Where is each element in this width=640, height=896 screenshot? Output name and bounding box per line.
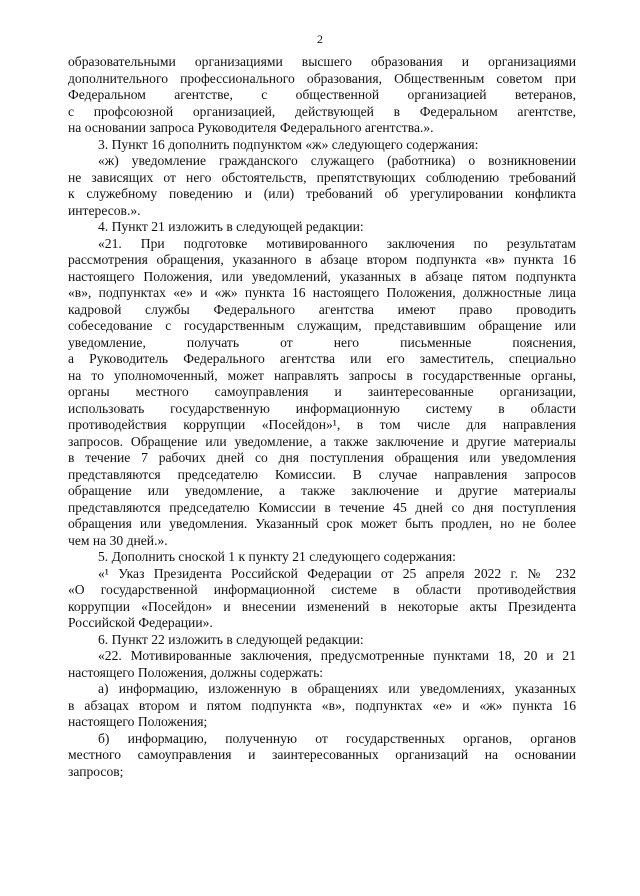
text-line: «в», подпунктах «е» и «ж» пункта 16 настоящего Положения, должностные лица bbox=[68, 285, 576, 300]
text-line: дополнительного профессионального образования, Общественным советом при bbox=[68, 70, 576, 86]
paragraph bbox=[68, 549, 576, 566]
text-line: 4. Пункт 21 изложить в следующей редакции: bbox=[98, 219, 364, 234]
text-line: а Руководитель Федерального агентства или его заместитель, специально bbox=[68, 351, 576, 366]
text-line: в течение 7 рабочих дней со дня поступления обращения или уведомления bbox=[68, 450, 576, 465]
paragraph bbox=[68, 632, 576, 649]
paragraph bbox=[68, 681, 576, 731]
text-line: на основании запроса Руководителя Федерального агентства.». bbox=[68, 120, 434, 135]
text-line: образовательными организациями высшего образования и организациями bbox=[68, 54, 576, 69]
text-line: 6. Пункт 22 изложить в следующей редакции: bbox=[98, 631, 364, 647]
paragraph bbox=[68, 648, 576, 681]
text-line: 5. Дополнить сноской 1 к пункту 21 следующего содержания: bbox=[98, 549, 456, 564]
text-line: представляются председателю Комиссии. В случае направления запросов bbox=[68, 466, 576, 482]
text-line: обращения или уведомления. Указанный срок может быть продлен, но не более bbox=[68, 516, 576, 531]
text-line: противодействия коррупции «Посейдон»¹, в том числе для направления bbox=[68, 417, 576, 432]
text-line: «21. При подготовке мотивированного заключения по результатам bbox=[98, 235, 576, 251]
paragraph bbox=[68, 236, 576, 550]
text-line: «ж) уведомление гражданского служащего (работника) о возникновении bbox=[98, 153, 576, 168]
paragraph bbox=[68, 731, 576, 781]
text-line: местного самоуправления и заинтересованных организаций на основании bbox=[68, 747, 576, 762]
text-line: «¹ Указ Президента Российской Федерации от 25 апреля 2022 г. № 232 bbox=[98, 565, 576, 581]
document-body bbox=[68, 54, 576, 780]
text-line: рассмотрения обращения, указанного в абзаце втором подпункта «в» пункта 16 bbox=[68, 252, 576, 267]
text-line: уведомление, получать от него письменные пояснения, bbox=[68, 334, 576, 350]
text-line: собеседование с государственным служащим, представившим обращение или bbox=[68, 318, 576, 333]
text-line: использовать государственную информационную систему в области bbox=[68, 400, 576, 416]
paragraph bbox=[68, 54, 576, 137]
text-line: а) информацию, изложенную в обращениях или уведомлениях, указанных bbox=[98, 681, 576, 696]
text-line: чем на 30 дней.». bbox=[68, 532, 168, 548]
text-line: «О государственной информационной системе в области противодействия bbox=[68, 582, 576, 597]
text-line: «22. Мотивированные заключения, предусмотренные пунктами 18, 20 и 21 bbox=[98, 648, 576, 663]
text-line: настоящего Положения, должны содержать: bbox=[68, 664, 324, 680]
page-number: 2 bbox=[317, 32, 323, 46]
text-line: Федеральном агентстве, с общественной организацией ветеранов, bbox=[68, 87, 576, 102]
text-line: б) информацию, полученную от государственных органов, органов bbox=[98, 730, 576, 746]
text-line: настоящего Положения, или уведомлений, указанных в абзаце пятом подпункта bbox=[68, 268, 576, 284]
text-line: с профсоюзной организацией, действующей в Федеральном агентстве, bbox=[68, 103, 576, 119]
text-line: к служебному поведению и (или) требований об урегулировании конфликта bbox=[68, 186, 576, 201]
paragraph bbox=[68, 137, 576, 154]
text-line: Российской Федерации». bbox=[68, 615, 213, 630]
text-line: в абзацах втором и пятом подпункта «в», подпунктах «е» и «ж» пункта 16 bbox=[68, 697, 576, 713]
text-line: коррупции «Посейдон» и внесении изменений в некоторые акты Президента bbox=[68, 598, 576, 614]
paragraph bbox=[68, 219, 576, 236]
text-line: на то уполномоченный, может направлять запросы в государственные органы, bbox=[68, 367, 576, 383]
paragraph bbox=[68, 153, 576, 219]
text-line: не зависящих от него обстоятельств, препятствующих соблюдению требований bbox=[68, 169, 576, 185]
text-line: органы местного самоуправления и заинтересованные организации, bbox=[68, 384, 576, 399]
text-line: представляются председателю Комиссии в течение 45 дней со дня поступления bbox=[68, 499, 576, 515]
text-line: кадровой службы Федерального агентства имеют право проводить bbox=[68, 301, 576, 317]
text-line: запросов. Обращение или уведомление, а также заключение и другие материалы bbox=[68, 433, 576, 449]
text-line: обращение или уведомление, а также заключение и другие материалы bbox=[68, 483, 576, 498]
text-line: 3. Пункт 16 дополнить подпунктом «ж» следующего содержания: bbox=[98, 136, 479, 152]
text-line: интересов.». bbox=[68, 202, 141, 218]
text-line: запросов; bbox=[68, 763, 124, 779]
text-line: настоящего Положения; bbox=[68, 714, 208, 729]
paragraph bbox=[68, 566, 576, 632]
